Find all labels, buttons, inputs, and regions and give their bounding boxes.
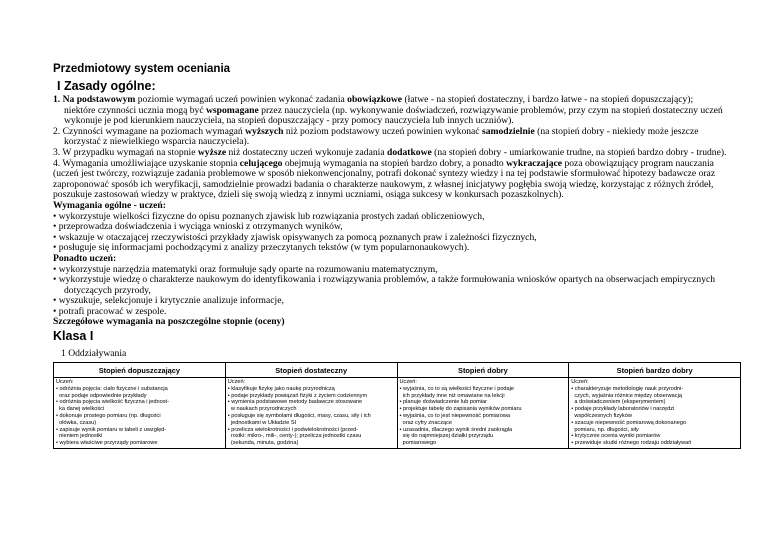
detail-heading-text: Szczegółowe wymagania na poszczególne stopnie (oceny) [53,316,285,328]
cell-line: • odróżnia pojęcia wielkość fizyczna i jednost- [56,399,169,406]
rule-1-text-b: (łatwe - na stopień dostateczny, i bardzo łatwe - na stopień dopuszczający); [402,94,694,105]
cell-dopuszczajacy [54,378,226,449]
cell-line: rostki: mikro-, mili-, centy-); przelicza jednostki czasu [227,433,362,440]
cell-line: pomiaru, np. długości, siły [571,426,639,433]
class-heading: Klasa I [53,329,94,344]
goal-item: • wskazuje w otaczającej rzeczywistości przykłady zjawisk opisywanych za pomocą poznanych praw i zależności fizycznych, [53,231,537,243]
cell-line: ich przykłady inne niż omawiane na lekcji [399,392,505,399]
subsection-heading: 1 Oddziaływania [61,348,127,360]
rule-3-emph-a: wyższe [197,146,227,158]
cell-line: • projektuje tabelę do zapisania wyników pomiaru [399,406,522,413]
cell-line: pomiarowego [399,440,437,447]
goals-heading-text: Wymagania ogólne - uczeń: [53,199,166,211]
cell-line: nieniem jednostki [56,433,103,440]
cell-line: • wyjaśnia, co to są wielkości fizyczne i podaje [399,385,515,392]
cell-line: oraz podaje odpowiednie przykłady [56,392,147,399]
cell-line: • przelicza wielokrotności i podwielokrotności (przed- [227,426,359,433]
also-item: • wykorzystuje wiedzę o charakterze naukowym do identyfikowania i rozwiązywania problemów, a także formułowania wniosków opartych na obserwacjach empirycznych [53,274,716,286]
rule-2-cont: korzystać z niewielkiego wsparcia nauczyciela). [64,136,250,148]
cell-line: w naukach przyrodniczych [227,406,297,413]
goal-item: • przeprowadza doświadczenia i wyciąga wnioski z otrzymanych wyników, [53,221,343,233]
cell-line: • zapisuje wynik pomiaru w tabeli z uwzględ- [56,426,167,433]
rule-4-text-a: 4. Wymagania umożliwiające uzyskanie stopnia [53,157,240,169]
rule-1-cont2: wykonuje je pod kierunkiem nauczyciela, na stopień dopuszczający - przy pomocy nauczyciela lub innych uczniów). [64,115,514,127]
cell-line: • przewiduje skutki różnego rodzaju oddziaływań [571,440,692,447]
col-header-dostateczny: Stopień dostateczny [225,363,397,378]
cell-line: • posługuje się symbolami długości, masy, czasu, siły i ich [227,412,371,419]
rule-4-cont: (uczeń jest twórczy, rozwiązuje zadania problemowe w sposób niekonwencjonalny, potrafi dokonać syntezy wiedzy i na tej podstawie sformułować hipotezy badawcze oraz [53,168,716,180]
page-title: Przedmiotowy system oceniania [53,63,231,75]
cell-line: • uzasadnia, dlaczego wynik średni zaokrągla [399,426,513,433]
also-item-cont: dotyczących przyrody, [64,284,151,296]
cell-line: • planuje doświadczenie lub pomiar [399,399,487,406]
rule-2-emph-b: samodzielnie [481,125,535,137]
rule-1-text-d: przez nauczyciela (np. wykonywanie doświadczeń, rozwiązywanie problemów, przy czym na stopień dostateczny uczeń [258,104,723,116]
rule-1-lead: 1. Na podstawowym [53,94,136,105]
rule-4-emph-a: celującego [239,157,283,169]
also-item: • wykorzystuje narzędzia matematyki oraz formułuje sądy oparte na rozumowaniu matematycznym, [53,263,438,275]
rule-3-emph-b: dodatkowe [387,146,432,158]
cell-line: • szacuje niepewność pomiarową dokonanego [571,419,687,426]
goal-item: • wykorzystuje wielkości fizyczne do opisu poznanych zjawisk lub rozwiązania prostych zadań obliczeniowych, [53,210,485,222]
cell-line: • odróżnia pojęcia: ciało fizyczne i substancja [56,385,168,392]
rule-1-emph-a: obowiązkowe [347,94,403,105]
cell-line: • wybiera właściwe przyrządy pomiarowe [56,440,158,447]
rule-4-cont2: zaproponować sposób ich weryfikacji, samodzielnie prowadzi badania o charakterze naukowym, z własnej inicjatywy pogłębia swoją wiedzę, korzystając z różnych źródeł, [53,178,714,190]
rule-2-text-b: niż poziom podstawowy uczeń powinien wykonać [283,125,482,137]
cell-line: • charakteryzuje metodologię nauk przyrodni- [571,385,684,392]
cell-line: • wymienia podstawowe metody badawcze stosowane [227,399,363,406]
rule-2-emph-a: wyższych [245,125,284,137]
also-heading-text: Ponadto uczeń: [53,252,117,264]
section-heading: I Zasady ogólne: [57,79,156,93]
cell-line: współczesnych fizyków [571,412,632,419]
cell-dobry [397,378,569,449]
also-heading [53,254,743,265]
col-header-dobry: Stopień dobry [397,363,569,378]
cell-bardzo-dobry [569,378,741,449]
rule-4-cont3: poszukuje zastosowań wiedzy w praktyce, dzieli się swoją wiedzą z innymi uczniami, osiąga sukcesy w konkursach pozaszkolnych). [53,189,564,201]
rule-4-text-b: obejmują wymagania na stopień bardzo dobry, a ponadto [282,157,507,169]
cell-line: Uczeń: [399,379,417,385]
rule-4-emph-b: wykraczające [506,157,563,169]
requirements-table [53,362,741,449]
cell-line: czych, wyjaśnia różnice między obserwacją [571,392,682,399]
table-row [54,378,741,449]
rule-4-text-c: poza obowiązujący program nauczania [562,157,714,169]
table-header-row [54,363,741,378]
cell-line: się do najmniejszej działki przyrządu [399,433,494,440]
cell-line: jednostkami w Układzie SI [227,419,297,426]
also-item: • potrafi pracować w zespole. [53,305,167,317]
rule-1-text-a: poziomie wymagań uczeń powinien wykonać zadania [135,94,348,105]
cell-line: a doświadczeniem (eksperymentem) [571,399,666,406]
rule-2-text-c: (na stopień dobry - niekiedy może jeszcze [534,125,699,137]
rule-1-text-c: niektóre czynności ucznia mogą być [64,104,206,116]
cell-line: Uczeń: [56,379,74,385]
cell-line: • podaje przykłady powiązań fizyki z życiem codziennym [227,392,368,399]
document-body [53,95,743,360]
cell-line: ołówka, czasu) [56,419,97,426]
also-item: • wyszukuje, selekcjonuje i krytycznie analizuje informacje, [53,295,284,307]
cell-line: • klasyfikuje fizykę jako naukę przyrodniczą [227,385,335,392]
goal-item: • posługuje się informacjami pochodzącymi z analizy przeczytanych tekstów (w tym popularnonaukowych). [53,242,470,254]
cell-line: ka danej wielkości [56,406,105,413]
cell-line: oraz cyfry znaczące [399,419,453,426]
cell-line: • podaje przykłady laboratoriów i narzędzi [571,406,675,413]
rule-3-text-a: 3. W przypadku wymagań na stopnie [53,146,198,158]
detail-heading [53,317,743,328]
cell-dostateczny [225,378,397,449]
col-header-bardzo-dobry: Stopień bardzo dobry [569,363,741,378]
cell-line: (sekunda, minuta, godzina) [227,440,299,447]
col-header-dopuszczajacy: Stopień dopuszczający [54,363,226,378]
goals-heading [53,201,743,212]
rule-3-text-c: (na stopień dobry - umiarkowanie trudne, na stopień bardzo dobry - trudne). [431,146,727,158]
cell-line: • wyjaśnia, co to jest niepewność pomiarowa [399,412,510,419]
rule-3-text-b: niż dostateczny uczeń wykonuje zadania [226,146,387,158]
cell-line: Uczeń: [571,379,589,385]
cell-line: • dokonuje prostego pomiaru (np. długości [56,412,161,419]
cell-line: • krytycznie ocenia wyniki pomiarów [571,433,661,440]
rule-1-emph-b: wspomagane [206,104,259,116]
rule-2-text-a: 2. Czynności wymagane na poziomach wymagań [53,125,246,137]
cell-line: Uczeń: [227,379,246,385]
